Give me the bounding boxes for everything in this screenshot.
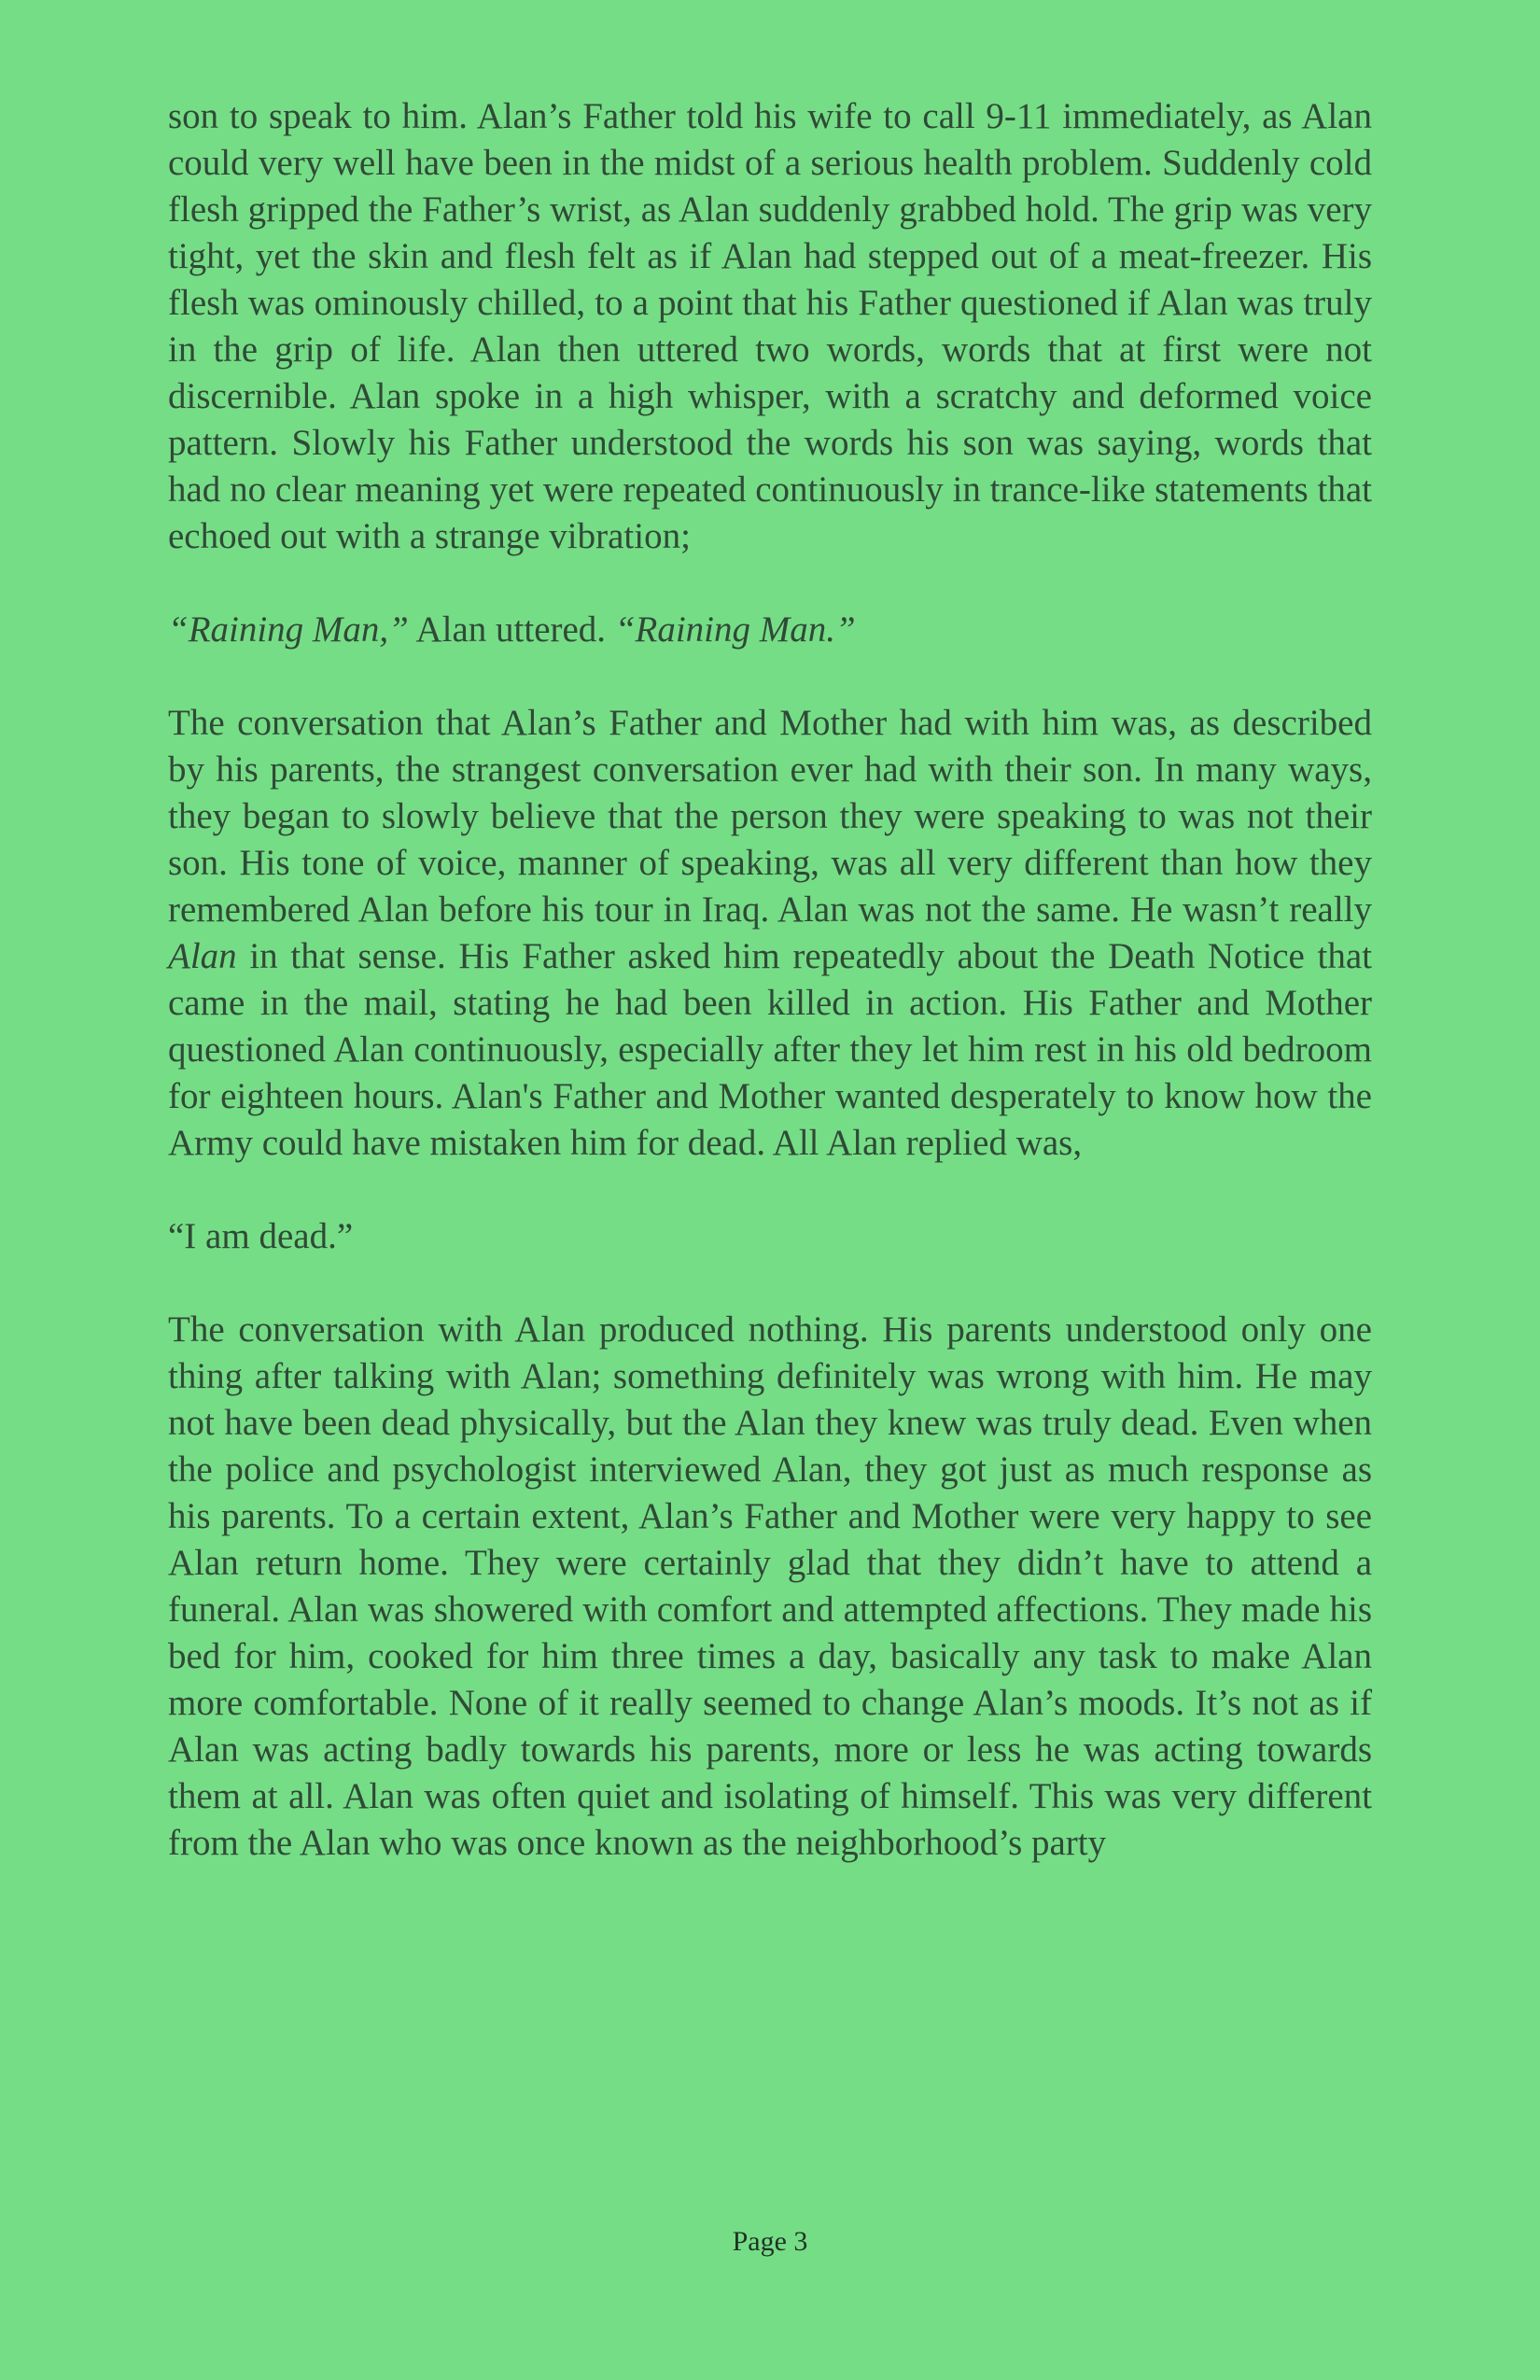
page-body: [168, 93, 1372, 1867]
quote-text: “Raining Man,”: [168, 609, 409, 650]
quote-paragraph: “I am dead.”: [168, 1216, 354, 1256]
body-paragraph: The conversation with Alan produced nothing. His parents understood only one thing after talking with Alan; something definitely was wrong with him. He may not have been dead physically, but the Alan they knew was truly dead. Even when the police and psychologist interviewed Alan, they got just as much response as his parents. To a certain extent, Alan’s Father and Mother were very happy to see Alan return home. They were certainly glad that they didn’t have to attend a funeral. Alan was showered with comfort and attempted affections. They made his bed for him, cooked for him three times a day, basically any task to make Alan more comfortable. None of it really seemed to change Alan’s moods. It’s not as if Alan was acting badly towards his parents, more or less he was acting towards them at all. Alan was often quiet and isolating of himself. This was very different from the Alan who was once known as the neighborhood’s party: [168, 1309, 1372, 1863]
emphasized-name: Alan: [168, 936, 237, 976]
body-paragraph: [168, 700, 1372, 1167]
page-number: Page 3: [732, 2226, 808, 2257]
paragraph-text: The conversation that Alan’s Father and Mother had with him was, as described by his parents, the strangest conversation ever had with their son. In many ways, they began to slowly believe that the person they were speaking to was not their son. His tone of voice, manner of speaking, was all very different than how they remembered Alan before his tour in Iraq. Alan was not the same. He wasn’t really: [168, 703, 1372, 930]
body-paragraph: son to speak to him. Alan’s Father told his wife to call 9-11 immediately, as Alan could very well have been in the midst of a serious health problem. Suddenly cold flesh gripped the Father’s wrist, as Alan suddenly grabbed hold. The grip was very tight, yet the skin and flesh felt as if Alan had stepped out of a meat-freezer. His flesh was ominously chilled, to a point that his Father questioned if Alan was truly in the grip of life. Alan then uttered two words, words that at first were not discernible. Alan spoke in a high whisper, with a scratchy and deformed voice pattern. Slowly his Father understood the words his son was saying, words that had no clear meaning yet were repeated continuously in trance-like statements that echoed out with a strange vibration;: [168, 96, 1372, 556]
quote-paragraph: [168, 607, 1372, 653]
quote-attribution: Alan uttered.: [408, 609, 615, 650]
quote-text: “Raining Man.”: [614, 609, 856, 650]
paragraph-text: in that sense. His Father asked him repeatedly about the Death Notice that came in the mail, stating he had been killed in action. His Father and Mother questioned Alan continuously, especially after they let him rest in his old bedroom for eighteen hours. Alan's Father and Mother wanted desperately to know how the Army could have mistaken him for dead. All Alan replied was,: [168, 936, 1372, 1163]
